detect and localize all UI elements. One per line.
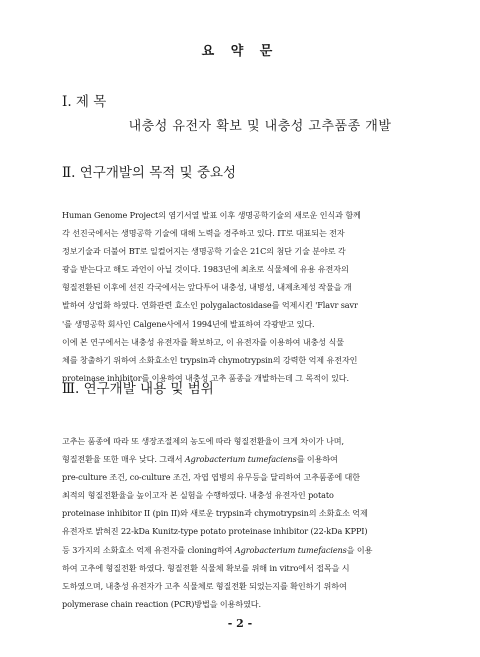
section2-line: 형질전환된 이후에 선진 각국에서는 앞다투어 내충성, 내병성, 내제초제성 작물을 개 bbox=[62, 282, 352, 293]
section2-line: 광을 받는다고 해도 과언이 아닐 것이다. 1983년에 최초로 식물체에 유용 유전자의 bbox=[62, 264, 349, 275]
section3-line: 최적의 형질전환율을 높이고자 본 실험을 수행하였다. 내충성 유전자인 potato bbox=[62, 490, 334, 501]
section3-line: 형질전환율 또한 매우 낮다. 그래서 Agrobacterium tumefaciens를 이용하여 bbox=[62, 454, 338, 465]
section1-subtitle: 내충성 유전자 확보 및 내충성 고추품종 개발 bbox=[128, 119, 392, 134]
section3-line: 도하였으며, 내충성 유전자가 고추 식물체로 형질전환 되었는지를 확인하기 위하여 bbox=[62, 580, 347, 591]
section2-line: 각 선진국에서는 생명공학 기술에 대해 노력을 경주하고 있다. IT로 대표되는 전자 bbox=[62, 228, 345, 239]
section2-line: '를 생명공학 회사인 Calgene사에서 1994년에 발표하여 각광받고 있다. bbox=[62, 318, 315, 329]
section3-line: proteinase inhibitor II (pin II)와 새로운 trypsin과 chymotrypsin의 소화효소 억제 bbox=[62, 508, 368, 519]
section2-line: 체를 창출하기 위하여 소화효소인 trypsin과 chymotrypsin의 강력한 억제 유전자인 bbox=[62, 354, 358, 365]
page-number: - 2 - bbox=[227, 617, 253, 630]
document-title: 요 약 문 bbox=[201, 44, 279, 59]
section3-paragraph bbox=[62, 432, 418, 613]
section2-paragraph bbox=[62, 206, 418, 387]
section2-line: 정보기술과 더불어 BT로 일컬어지는 생명공학 기술은 21C의 첨단 기술 분야로 각 bbox=[62, 246, 346, 257]
section2-heading: Ⅱ. 연구개발의 목적 및 중요성 bbox=[62, 165, 237, 181]
section1-heading: Ⅰ. 제 목 bbox=[62, 94, 107, 110]
section3-line: 유전자로 밝혀진 22-kDa Kunitz-type potato proteinase inhibitor (22-kDa KPPI) bbox=[62, 526, 368, 537]
section3-line: 고추는 품종에 따라 또 생장조절제의 농도에 따라 형질전환율이 크게 차이가 나며, bbox=[62, 436, 344, 446]
section2-line: proteinase inhibitor를 이용하여 내충성 고추 품종을 개발하는데 그 목적이 있다. bbox=[62, 372, 349, 383]
section2-line: 이에 본 연구에서는 내충성 유전자를 확보하고, 이 유전자를 이용하여 내충성 식물 bbox=[62, 336, 344, 347]
section2-line: Human Genome Project의 염기서열 발표 이후 생명공학기술의 새로운 인식과 함께 bbox=[62, 210, 361, 220]
section3-line: polymerase chain reaction (PCR)방법을 이용하였다. bbox=[62, 598, 261, 609]
section3-heading: Ⅲ. 연구개발 내용 및 범위 bbox=[62, 381, 214, 397]
section3-line: 하여 고추에 형질전환 하였다. 형질전환 식물체 확보를 위해 in vitro에서 접목을 시 bbox=[62, 562, 350, 573]
section2-line: 발하여 상업화 하였다. 연화관련 효소인 polygalactosidase를 억제시킨 'Flavr savr bbox=[62, 300, 358, 311]
section3-line: 등 3가지의 소화효소 억제 유전자를 cloning하여 Agrobacterium tumefaciens을 이용 bbox=[62, 544, 373, 555]
section3-line: pre-culture 조건, co-culture 조건, 자엽 엽병의 유무등을 달리하여 고추품종에 대한 bbox=[62, 472, 360, 483]
